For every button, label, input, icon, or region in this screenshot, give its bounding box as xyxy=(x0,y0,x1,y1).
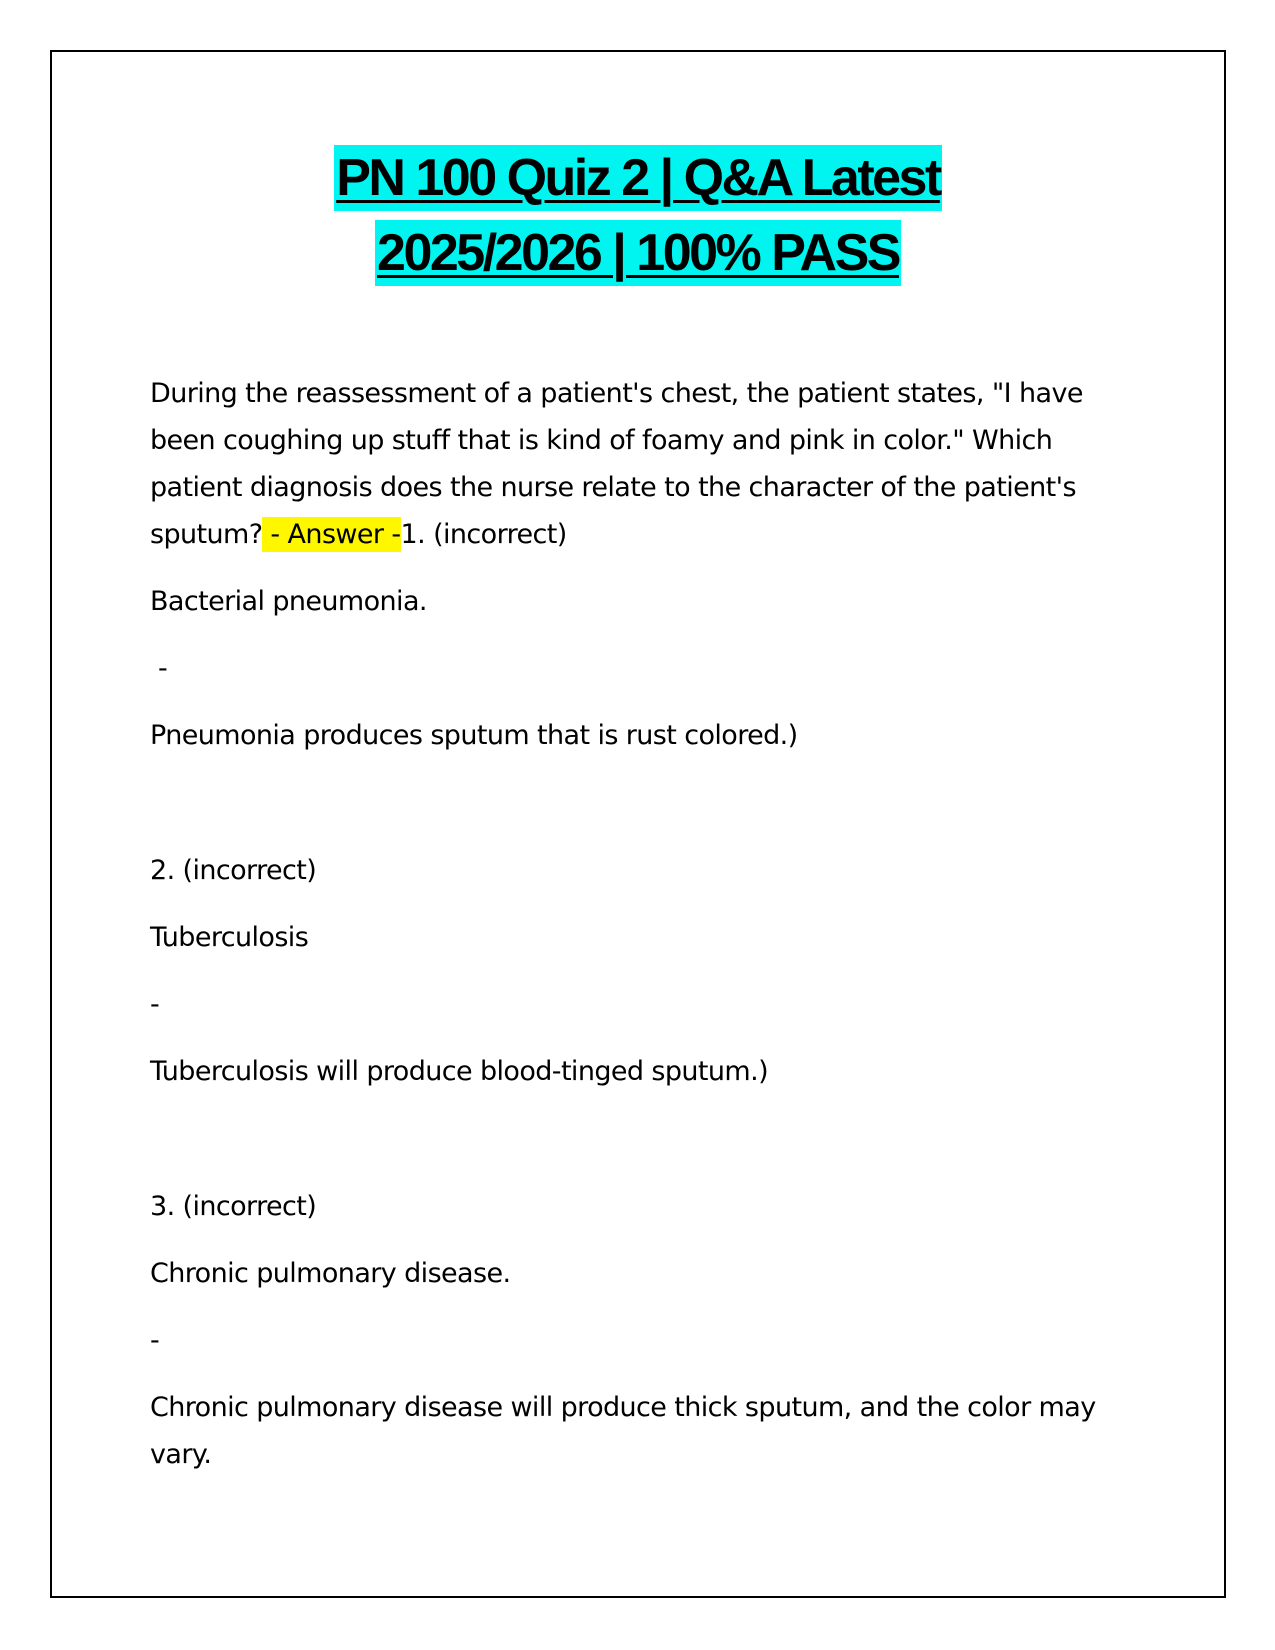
option-3-dash: - xyxy=(150,1325,160,1356)
option-1-dash: - xyxy=(150,653,168,684)
question-text: During the reassessment of a patient's chest, the patient states, "I have been coughing up stuff that is kind of foamy and pink in color." Which patient diagnosis does the nurse relate to the character of the patient's sputum? xyxy=(150,378,1083,550)
option-1-rationale: Pneumonia produces sputum that is rust colored.) xyxy=(150,720,798,751)
title-line-2: 2025/2026 | 100% PASS xyxy=(375,220,901,286)
option-3-diagnosis: Chronic pulmonary disease. xyxy=(150,1258,511,1289)
question-content xyxy=(150,370,1130,1478)
question-paragraph xyxy=(150,370,1130,558)
option-3-label: 3. (incorrect) xyxy=(150,1191,317,1222)
answer-marker: - Answer - xyxy=(262,519,401,550)
option-3-rationale: Chronic pulmonary disease will produce thick sputum, and the color may vary. xyxy=(150,1392,1096,1470)
option-2-dash: - xyxy=(150,989,160,1020)
option-2-label: 2. (incorrect) xyxy=(150,855,317,886)
document-title xyxy=(50,145,1226,286)
option-1-label: 1. (incorrect) xyxy=(400,519,567,550)
option-2-diagnosis: Tuberculosis xyxy=(150,922,309,953)
option-1-diagnosis: Bacterial pneumonia. xyxy=(150,586,427,617)
title-line-1: PN 100 Quiz 2 | Q&A Latest xyxy=(334,145,942,211)
option-2-rationale: Tuberculosis will produce blood-tinged sputum.) xyxy=(150,1056,769,1087)
